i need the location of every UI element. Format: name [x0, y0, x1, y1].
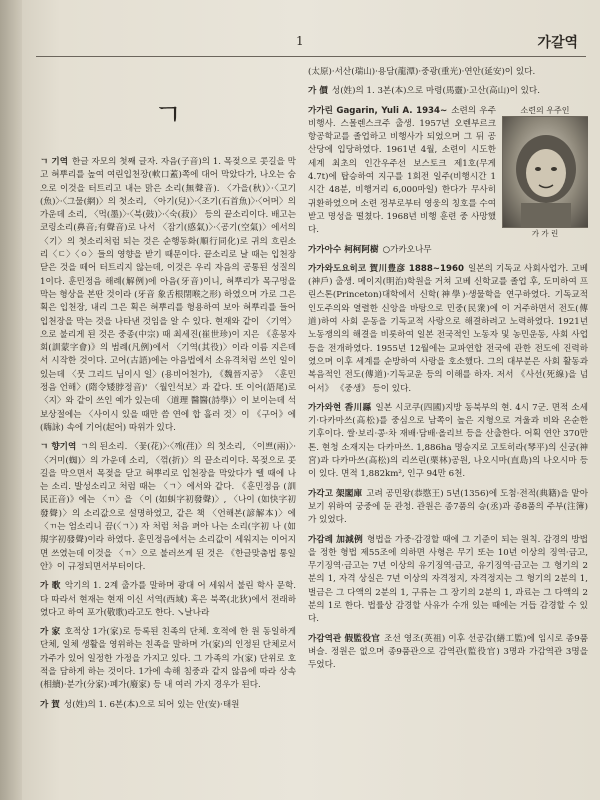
entry-gagamyeokgwan	[308, 633, 588, 673]
entry-headword: 가가린 Gagarin, Yuli A. 1934∼	[308, 105, 448, 116]
gagarin-photo	[502, 116, 588, 228]
entry-giyeok	[40, 156, 296, 435]
right-column	[308, 66, 588, 786]
entry-headword: 가감례 加減例	[308, 534, 364, 545]
entry-text: 성(姓)의 1. 6본(本)으로 되어 있는 안(安)·태원	[63, 699, 240, 710]
entry-ga-house	[40, 626, 296, 692]
entry-text: ○가카오나무	[382, 244, 432, 255]
entry-headword: 가 家	[40, 627, 61, 638]
photo-caption-top: 소련의 우주인	[520, 105, 570, 115]
entry-kagawa-prefecture	[308, 402, 588, 482]
page-header	[36, 30, 586, 57]
page-number: 1	[296, 34, 304, 48]
entry-text: 고려 공민왕(恭愍王) 5년(1356)에 도첨·전적(典籍)을 맡아보기 위하여 궁중에 둔 관청. 관원은 종7품의 승(丞)과 종8품의 주부(注簿)가 있었다.	[308, 488, 588, 526]
entry-text: ㄱ의 된소리. 〈꽃(花)〉·〈깨(荏)〉의 첫소리, 〈이쁘(兩)〉·〈거미(蜘)〉의 가운데 소리, 〈꺾(折)〉의 끝소리이다. 목젖으로 콧길을 막으면서 목젖을 닫고 혀뿌리로 입천장을 막았다가 뗄 때에 나는 소리. 발성소리고 처럼 때는 〈ㄱ〉에서와 같다. 《훈민정음 (訓民正音)》에는 〈ㄲ〉을 〈이 (如虯字初發聲)〉, 〈나이 (如快字初發聲)〉의 소리값으로 설명하였고, 같은 책 〈언해본(諺解本)〉에 〈ㄲ는 엄소리니 끔(〈ㄱ〉) 자 처럼 처음 펴아 나는 소리(字初 나 (如規字初發聲)이라 하였다. 훈민정음에서는 소리값이 세워지는 이어지면 쓰였는데 이것을 〈ㄲ〉으로 불러쓰게 된 것은 《한글맞춤법 통일안》이 규정되면서부터이다.	[40, 442, 296, 572]
gagarin-figure	[502, 105, 588, 239]
entry-text: 악기의 1. 2계 출가를 말하며 광대 어 세워서 불린 학사 문학. 다 따라서 현재는 현재 이신 서역(西域) 혹은 북쪽(北狄)에서 전래하였다고 하여 포가(敬歌)라고도 한다. ↘날나라	[40, 581, 296, 618]
entry-text: 한글 자모의 첫째 글자. 자음(子音)의 1. 목젖으로 콧길을 막고 혀뿌리를 높여 여린입천장(軟口蓋)쪽에 대어 막았다가, 나오는 숨으로 이것을 터트리고 내는 맑은 소리(無聲音). 〈가을(秋)〉·〈고기(魚)〉·〈그물(網)〉의 첫소리, 〈아기(兒)〉·〈조기(石首魚)〉·〈어머〉의 가운데 소리, 〈먹(墨)〉·〈북(鼓)〉·〈숙(菽)〉 등의 끝소리이다. 배고는 코링소리(鼻音;有聲音)로 나서 〈잠기(感氣)〉·〈공기(空氣)〉에서의 〈기〉의 첫소리처럼 되는 것은 순행동화(順行同化)로 귀의 흐린소리〈ㄷ〉〈ㅇ〉들의 영향을 받기 때문이다. 끝소리로 날 때는 입천장 닫은 것을 떼어 터트리지 않는데, 이것은 우리 자음의 공통된 성질의 1이다. 훈민정음 해례(解例)에 아음(牙音)이니, 혀뿌리가 목구멍을 막는 형상을 본딴 것이라 (牙音 象舌根閉喉之形) 하였으며 가로 그은 획은 입천장, 내리 그은 획은 혀뿌리를 형용하여 보아 혀뿌리를 들어 입천장을 막는 것을 나타낸 것임을 알 수 있다. 현재와 같이 〈기역〉으로 불리게 된 것은 중종(中宗) 때 최세진(崔世珍)이 지은 《훈몽자회(訓蒙字會)》의 범례(凡例)에서 〈기역(其役)〉이라 이름 지은데서 시작한 것이다. 고어(古語)에는 아음법에서 소유격처럼 쓰인 일이 있는데 〈뭇 그리드 님이시 일〉(용비어천가), 《魏晉지공》 〈훈민정음 언해〉(隋令矮脖정音)' 〈월인석보〉과 같다. 또 이어(語尾)로 〈지〉와 같이 쓰인 예가 있는데 〈道理 醫醫(詩學)〉이 보이는데 석보상절에는 〈사이시 있을 때만 씀 연에 합 흘러 것〉이 《구어》에 (嗨詠) 속에 기어(起어) 따위가 있다.	[40, 157, 296, 433]
entry-text: 조선 영조(英祖) 이후 선공감(繕工監)에 임시로 종9품 벼슬. 정원은 없으며 종9품관으로 감역관(監役官) 3명과 가감역관 3명을 두었다.	[308, 633, 588, 671]
portrait-illustration	[503, 117, 588, 227]
entry-ga-price	[308, 85, 588, 98]
entry-headword: ㄱ 기역	[40, 157, 69, 167]
entry-headword: ㄱ 향기역	[40, 442, 77, 453]
book-spine-shadow	[0, 0, 22, 800]
entry-headword: 가가와현 香川縣	[308, 402, 372, 413]
entry-cacao	[308, 244, 588, 257]
entry-text: (太原)·서산(瑞山)·용담(龍潭)·중광(重光)·연안(延安)이 있다.	[308, 67, 536, 77]
entry-ga-song	[40, 580, 296, 620]
entry-ssanggiyeok	[40, 441, 296, 574]
entry-headword: 가감역관 假監役官	[308, 633, 381, 644]
entry-headword: 가 價	[308, 86, 328, 97]
entry-text: 성(姓)의 1. 3본(本)으로 마령(馬靈)·고산(高山)이 있다.	[331, 86, 540, 97]
entry-headword: 가각고 架閣庫	[308, 488, 363, 499]
entry-gagakgo	[308, 488, 588, 528]
section-letter: ㄱ	[153, 98, 183, 133]
entry-text: 소련의 우주 비행사. 스몰렌스크주 출생. 1957년 오렌부르크 항공학교를 졸업하고 비행사가 되었으며 그 뒤 공산당에 입당하였다. 1961년 4월, 소련이 시도한 세계 최초의 인간우주선 보스토크 제1호(무게 4.7t)에 탑승하여 지구를 1회전 일주(비행시간 1시간 48분, 비행거리 6,000마일) 한다가 무사히 귀환하였으며 소련 정부로부터 영웅의 칭호를 수여받고 명성을 떨쳤다. 1968년 비행 훈련 중 사망했다.	[308, 105, 496, 236]
entry-text: 형법을 가중·감경할 때에 그 기준이 되는 원칙. 감경의 방법을 정한 형법 제55조에 의하면 사형은 무기 또는 10년 이상의 징역·금고, 무기징역·금고는 7년 이상의 유기징역·금고, 유기징역·금고는 그 형기의 2분의 1, 자격 상실은 7년 이상의 자격정지, 자격정지는 그 형기의 2분의 1, 벌금은 그 다액의 2분의 1, 구류는 그 장기의 2분의 1, 과료는 그 다액의 2분의 1로 한다. 법률상 감경할 사유가 수개 있는 때에는 거듭 감경할 수 있다.	[308, 534, 588, 625]
entry-headword: 가 賀	[40, 699, 60, 710]
entry-ga-surname	[40, 699, 296, 712]
entry-headword: 가 歌	[40, 581, 61, 592]
entry-text: 일본의 기독교 사회사업가. 고베(神戶) 출생. 메이지(明治)학원을 거쳐 고베 신학교를 졸업 후, 도미하여 프린스톤(Princeton)대학에서 신학(神學)·생물학을 연구하였다. 기독교적 인도주의와 열렬한 신앙을 바탕으로 민중(民衆)에 이 거주하면서 전도(傳道)하여 사회 운동을 기독교적 사랑으로 해결하려고 노력하였다. 1921년 노동쟁의의 해결을 비롯하여 일본 전국적인 노동자 및 농민운동, 사회 사업 등을 전개하였다. 1955년 12월에는 교파연합 전국에 관한 전도에 진력하였으며 이후 세계를 순방하여 사랑을 호소했다. 그의 대부분은 사회 활동과 복음적인 전도(傳道)·기독교운 등의 이해를 하자. 저서 《사선(死線)을 넘어서》 《중생》 등이 있다.	[308, 263, 588, 394]
entry-continued	[308, 66, 588, 79]
entry-headword: 가가와도요히코 賀川豊彦 1888∼1960	[308, 263, 464, 274]
entry-kagawa-toyohiko	[308, 263, 588, 396]
entry-text: 호적상 1가(家)로 등록된 친족의 단체. 호적에 한 원 동일하게 단체, 일체 생활을 영위하는 친족을 말하며 가(家)의 인정된 단체로서 가주가 있어 일정한 가정을 가지고 있다. 그 가족의 가(家) 단위로 호적을 담하게 하는 것이다. 1가에 속해 침중과 같지 않음에 따라 상속(相續)·분가(分家)·폐가(廢家) 등 내 여러 가지 경우가 된다.	[40, 627, 296, 691]
entry-text: 일본 시코쿠(四國)지방 동북부의 현. 4시 7군. 면적 소세기·다카마쓰(高松)를 중심으로 남쪽이 높은 지형으로 겨울과 비와 온순한 기후이다. 쌀·보리·콩·차 재배·담배·올리브 등을 산출한다. 어획 연안 370만톤. 현청 소재지는 다카마쓰. 1,886ha 명승지로 고토히라(琴平)의 신궁(神宮)과 다카마쓰(高松)의 리쓰린(栗林)공원, 나오시마(直島)의 나오시마 등이 있다. 면적 1,882km², 인구 94만 6천.	[308, 402, 588, 480]
entry-gagamrye	[308, 534, 588, 627]
photo-caption: 가 가 린	[531, 228, 559, 238]
running-head: 가갈역	[537, 35, 578, 51]
left-column	[40, 66, 296, 786]
entry-headword: 가가아수 柯柯阿樹	[308, 244, 379, 255]
